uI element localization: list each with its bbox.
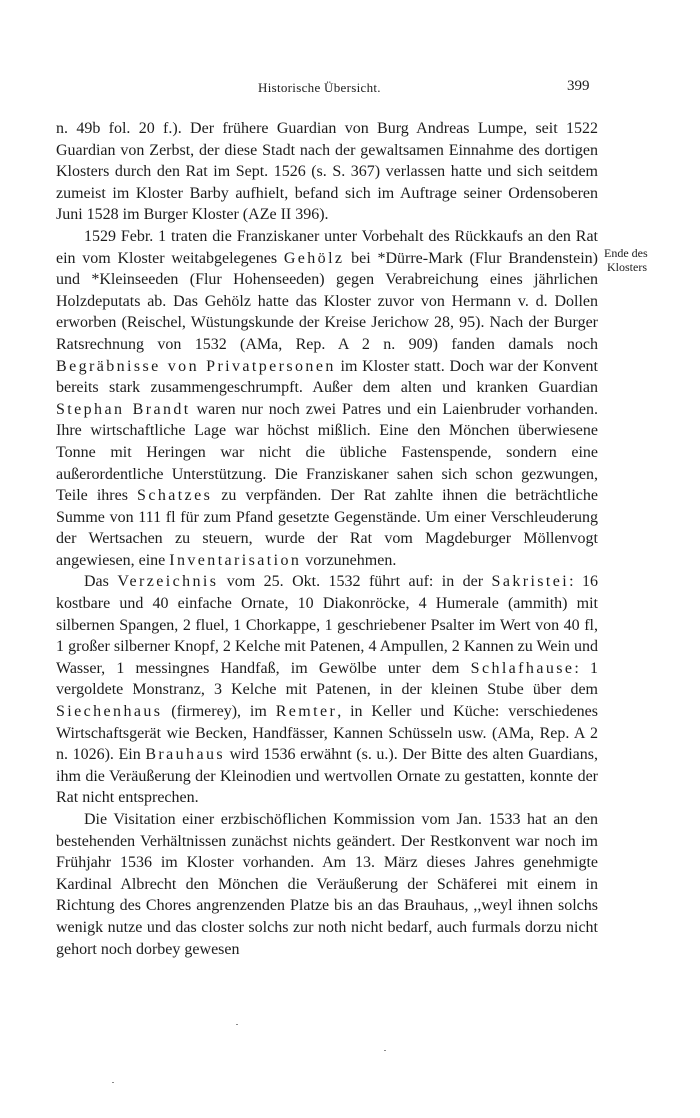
text-segment: waren nur noch zwei Patres und ein Laienbruder vorhanden. Ihre wirtschaftliche Lage war höchst mißlich. Eine den Mönchen überwiesene Tonne mit Heringen war nicht die übliche Fastenspende, sondern eine außerordentliche Unterstützung. Die Franziskaner sahen sich schon gezwungen, Teile ihres <box>56 400 598 505</box>
text-segment: : 1 vergoldete Monstranz, 3 Kelche mit Patenen, in der kleinen Stube über dem <box>56 659 598 699</box>
text-segment: 1529 Febr. 1 traten die Franziskaner unter Vorbehalt des Rückkaufs an den Rat ein vom Kloster weitabgelegenes <box>56 227 598 267</box>
scan-speck <box>112 1082 114 1083</box>
margin-note-line: Klosters <box>607 260 647 274</box>
margin-note-line: Ende des <box>604 246 648 260</box>
spaced-text: Begräbnisse von Privatpersonen <box>56 357 336 375</box>
scan-speck <box>236 1024 238 1025</box>
spaced-text: Remter <box>275 703 338 721</box>
text-segment: (firmerey), im <box>162 703 276 721</box>
paragraph-3 <box>56 571 598 809</box>
text-segment: im Kloster statt. Doch war der Konvent bereits stark zusammengeschrumpft. Außer dem alten und kranken Guardian <box>56 357 598 397</box>
text-segment: zu verpfänden. Der Rat zahlte ihnen die beträchtliche Summe von 111 fl für zum Pfand gesetzte Gegenstände. Um einer Verschleuderung der Wertsachen zu steuern, wurde der Rat vom Magdeburger Möllenvogt angewiesen, eine <box>56 487 598 569</box>
spaced-text: Inventarisation <box>169 551 302 569</box>
text-segment: bei *Dürre-Mark (Flur Brandenstein) und *Kleinseeden (Flur Hohenseeden) gegen Verabreichung eines jährlichen Holzdeputats ab. Das Gehölz hatte das Kloster zuvor von Hermann v. d. Dollen erworben (Reischel, Wüstungskunde der Kreise Jerichow 28, 95). Nach der Burger Ratsrechnung von 1532 (AMa, Rep. A 2 n. 909) fanden damals noch <box>56 249 598 353</box>
spaced-text: Schlafhause <box>470 659 575 677</box>
text-segment: wird 1536 erwähnt (s. u.). Der Bitte des alten Guardians, ihm die Veräußerung der Kleinodien und wertvollen Ornate zu gestatten, konnte der Rat nicht entsprechen. <box>56 746 599 807</box>
text-segment: Die Visitation einer erzbischöflichen Kommission vom Jan. 1533 hat an den bestehenden Verhältnissen zunächst nichts geändert. Der Restkonvent war noch im Frühjahr 1536 im Kloster vorhanden. Am 13. März dieses Jahres genehmigte Kardinal Albrecht den Mönchen die Veräußerung der Schäferei mit einem in Richtung des Chores angrenzenden Platze bis an das Brauhaus, ,,weyl ihnen solchs wenigk nutze und das closter solchs zur noth nicht bedarf, auch furmals dorzu nicht gehort noch dorbey gewesen <box>56 811 598 958</box>
text-segment: , in Keller und Küche: verschiedenes Wirtschaftsgerät wie Becken, Handfässer, Kannen Schüsseln usw. (AMa, Rep. A 2 n. 1026). Ein <box>56 703 598 764</box>
page-number: 399 <box>567 78 590 94</box>
running-head: Historische Übersicht. <box>258 80 381 95</box>
scan-speck <box>384 1050 386 1051</box>
body-text <box>56 118 598 960</box>
spaced-text: Siechenhaus <box>56 703 163 721</box>
spaced-text: Gehölz <box>283 249 345 267</box>
text-segment: n. 49b fol. 20 f.). Der frühere Guardian von Burg Andreas Lumpe, seit 1522 Guardian von Zerbst, der diese Stadt nach der gewaltsamen Einnahme des dortigen Klosters durch den Rat im Sept. 1526 (s. S. 367) verlassen hatte und sich seitdem zumeist im Kloster Barby aufhielt, befand sich im Auftrage seiner Ordensoberen Juni 1528 im Burger Kloster (AZe II 396). <box>56 120 598 224</box>
spaced-text: Sakristei <box>491 573 570 591</box>
spaced-text: Schatzes <box>137 487 213 505</box>
paragraph-2 <box>56 226 598 572</box>
text-segment: : 16 kostbare und 40 einfache Ornate, 10 Diakonröcke, 4 Humerale (ammith) mit silbernen Spangen, 2 fluel, 1 Chorkappe, 1 geschriebener Psalter im Wert von 40 fl, 1 großer silberner Knopf, 2 Kelche mit Patenen, 4 Ampullen, 2 Kannen zu Wein und Wasser, 1 messingnes Handfaß, im Gewölbe unter dem <box>56 573 598 677</box>
spaced-text: Verzeichnis <box>117 573 219 591</box>
paragraph-4 <box>56 809 598 960</box>
text-segment: Das <box>84 573 118 591</box>
spaced-text: Brauhaus <box>145 746 225 764</box>
text-segment: vom 25. Okt. 1532 führt auf: in der <box>218 573 492 591</box>
text-segment: vorzunehmen. <box>301 551 397 569</box>
paragraph-1 <box>56 118 598 226</box>
margin-note <box>604 246 664 274</box>
spaced-text: Stephan Brandt <box>56 400 191 418</box>
